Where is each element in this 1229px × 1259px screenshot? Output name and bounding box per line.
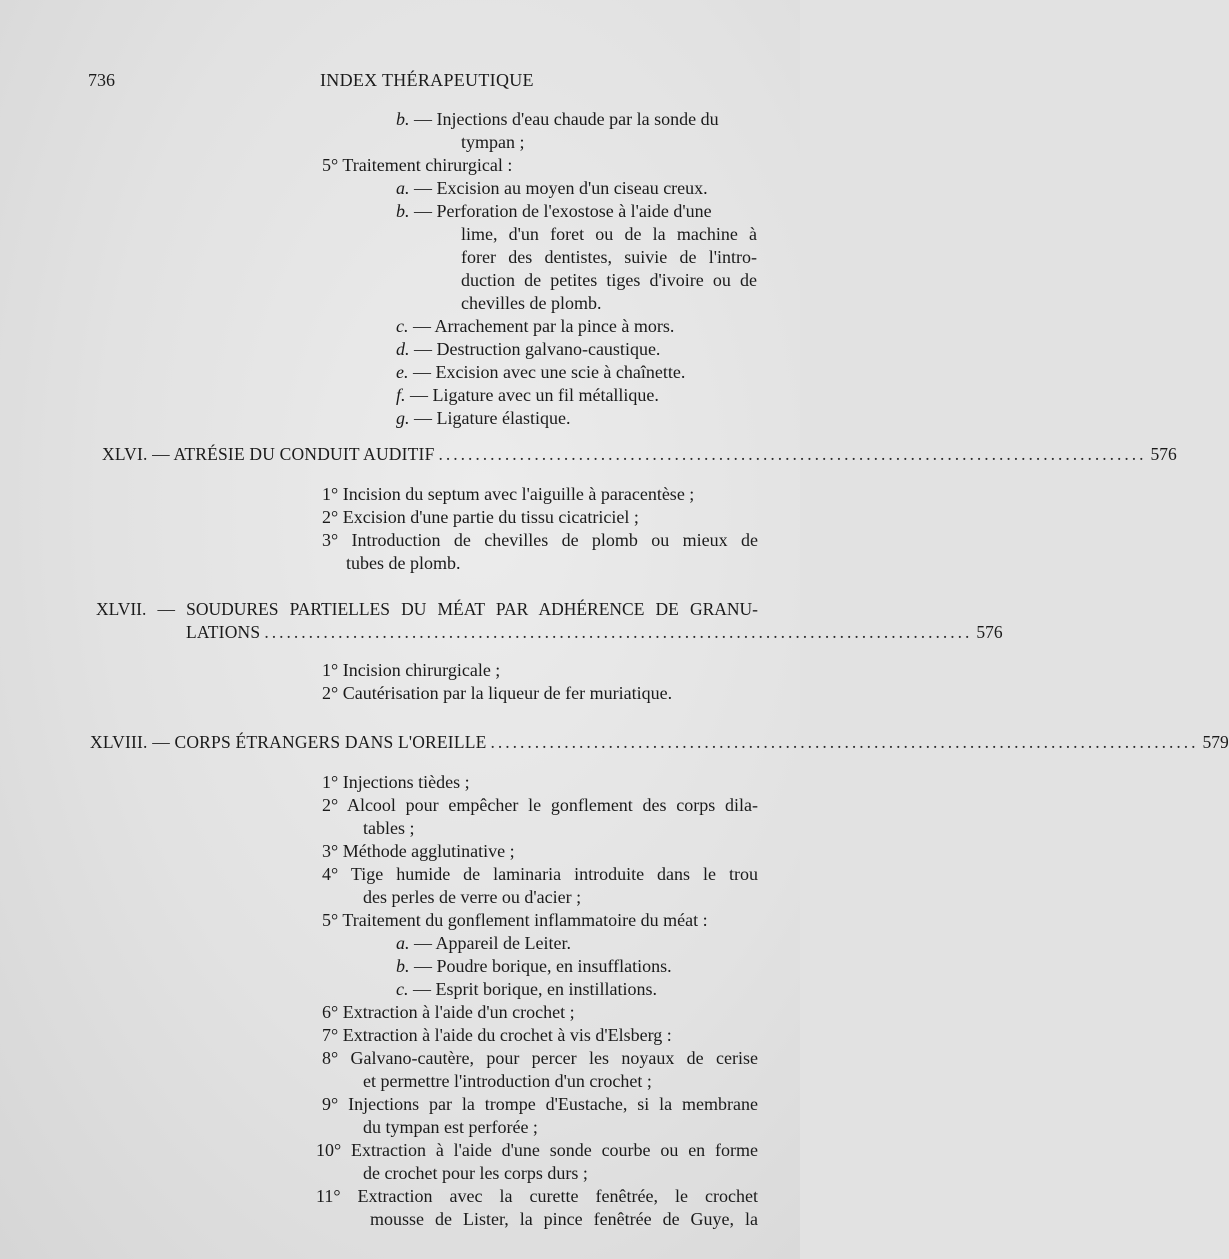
list-item-1-injections: 1° Injections tièdes ;	[322, 772, 470, 792]
section-page-number: 579	[1202, 732, 1229, 752]
list-item-e-excision: e. — Excision avec une scie à chaînette.	[396, 362, 686, 382]
section-page-number: 576	[1150, 444, 1177, 464]
list-item-11-extraction-cont: mousse de Lister, la pince fenêtrée de Guye, la	[370, 1209, 758, 1229]
page-number: 736	[88, 70, 115, 90]
list-item-2-alcool-cont: tables ;	[363, 818, 415, 838]
dot-leader: ................................................................................................	[490, 732, 1199, 752]
list-item-9-injections: 9° Injections par la trompe d'Eustache, si la membrane	[322, 1094, 758, 1114]
list-item-f-ligature: f. — Ligature avec un fil métallique.	[396, 385, 659, 405]
list-item-a-excision: a. — Excision au moyen d'un ciseau creux.	[396, 178, 708, 198]
list-item-11-extraction: 11° Extraction avec la curette fenêtrée, le crochet	[316, 1186, 758, 1206]
list-item-7-extraction: 7° Extraction à l'aide du crochet à vis d'Elsberg :	[322, 1025, 672, 1045]
list-item-2-excision: 2° Excision d'une partie du tissu cicatriciel ;	[322, 507, 639, 527]
list-item-8-galvano: 8° Galvano-cautère, pour percer les noyaux de cerise	[322, 1048, 758, 1068]
list-item-3-introduction: 3° Introduction de chevilles de plomb ou mieux de	[322, 530, 758, 550]
section-heading-xlvii-cont: LATIONS ................................................................................................ 576	[186, 622, 1003, 642]
dot-leader: ................................................................................................	[438, 444, 1147, 464]
list-item-1-incision: 1° Incision du septum avec l'aiguille à paracentèse ;	[322, 484, 695, 504]
list-item-b-injections-cont: tympan ;	[461, 132, 525, 152]
list-item-3-introduction-cont: tubes de plomb.	[346, 553, 461, 573]
list-item-2-cauterisation: 2° Cautérisation par la liqueur de fer muriatique.	[322, 683, 673, 703]
list-item-5b-poudre: b. — Poudre borique, en insufflations.	[396, 956, 672, 976]
list-item-2-alcool: 2° Alcool pour empêcher le gonflement des corps dila-	[322, 795, 758, 815]
list-item-4-tige: 4° Tige humide de laminaria introduite dans le trou	[322, 864, 758, 884]
list-item-5a-appareil: a. — Appareil de Leiter.	[396, 933, 571, 953]
section-page-number: 576	[976, 622, 1003, 642]
list-item-5c-esprit: c. — Esprit borique, en instillations.	[396, 979, 657, 999]
list-item-b-injections: b. — Injections d'eau chaude par la sonde du	[396, 109, 719, 129]
dot-leader: ................................................................................................	[264, 622, 973, 642]
list-item-5-surgical: 5° Traitement chirurgical :	[322, 155, 513, 175]
list-item-6-extraction: 6° Extraction à l'aide d'un crochet ;	[322, 1002, 575, 1022]
page-header	[88, 70, 758, 96]
running-title: INDEX THÉRAPEUTIQUE	[320, 70, 534, 90]
list-item-5-traitement: 5° Traitement du gonflement inflammatoire du méat :	[322, 910, 708, 930]
list-item-10-extraction: 10° Extraction à l'aide d'une sonde courbe ou en forme	[316, 1140, 758, 1160]
list-item-b-perforation-cont: forer des dentistes, suivie de l'intro-	[461, 247, 757, 267]
section-heading-xlvii: XLVII. — SOUDURES PARTIELLES DU MÉAT PAR ADHÉRENCE DE GRANU-	[96, 599, 758, 619]
section-heading-xlvi: XLVI. — ATRÉSIE DU CONDUIT AUDITIF ................................................................................................ 576	[102, 444, 1177, 464]
list-item-10-extraction-cont: de crochet pour les corps durs ;	[363, 1163, 588, 1183]
list-item-c-arrachement: c. — Arrachement par la pince à mors.	[396, 316, 675, 336]
list-item-b-perforation: b. — Perforation de l'exostose à l'aide d'une	[396, 201, 712, 221]
list-item-3-methode: 3° Méthode agglutinative ;	[322, 841, 515, 861]
list-item-b-perforation-cont: chevilles de plomb.	[461, 293, 602, 313]
list-item-d-destruction: d. — Destruction galvano-caustique.	[396, 339, 661, 359]
list-item-b-perforation-cont: lime, d'un foret ou de la machine à	[461, 224, 757, 244]
list-item-b-perforation-cont: duction de petites tiges d'ivoire ou de	[461, 270, 757, 290]
list-item-4-tige-cont: des perles de verre ou d'acier ;	[363, 887, 582, 907]
list-item-1-incision-chirurgicale: 1° Incision chirurgicale ;	[322, 660, 501, 680]
list-item-9-injections-cont: du tympan est perforée ;	[363, 1117, 538, 1137]
section-heading-xlviii: XLVIII. — CORPS ÉTRANGERS DANS L'OREILLE ................................................................................................ 579	[90, 732, 1229, 752]
list-item-g-ligature: g. — Ligature élastique.	[396, 408, 571, 428]
list-item-8-galvano-cont: et permettre l'introduction d'un crochet ;	[363, 1071, 652, 1091]
